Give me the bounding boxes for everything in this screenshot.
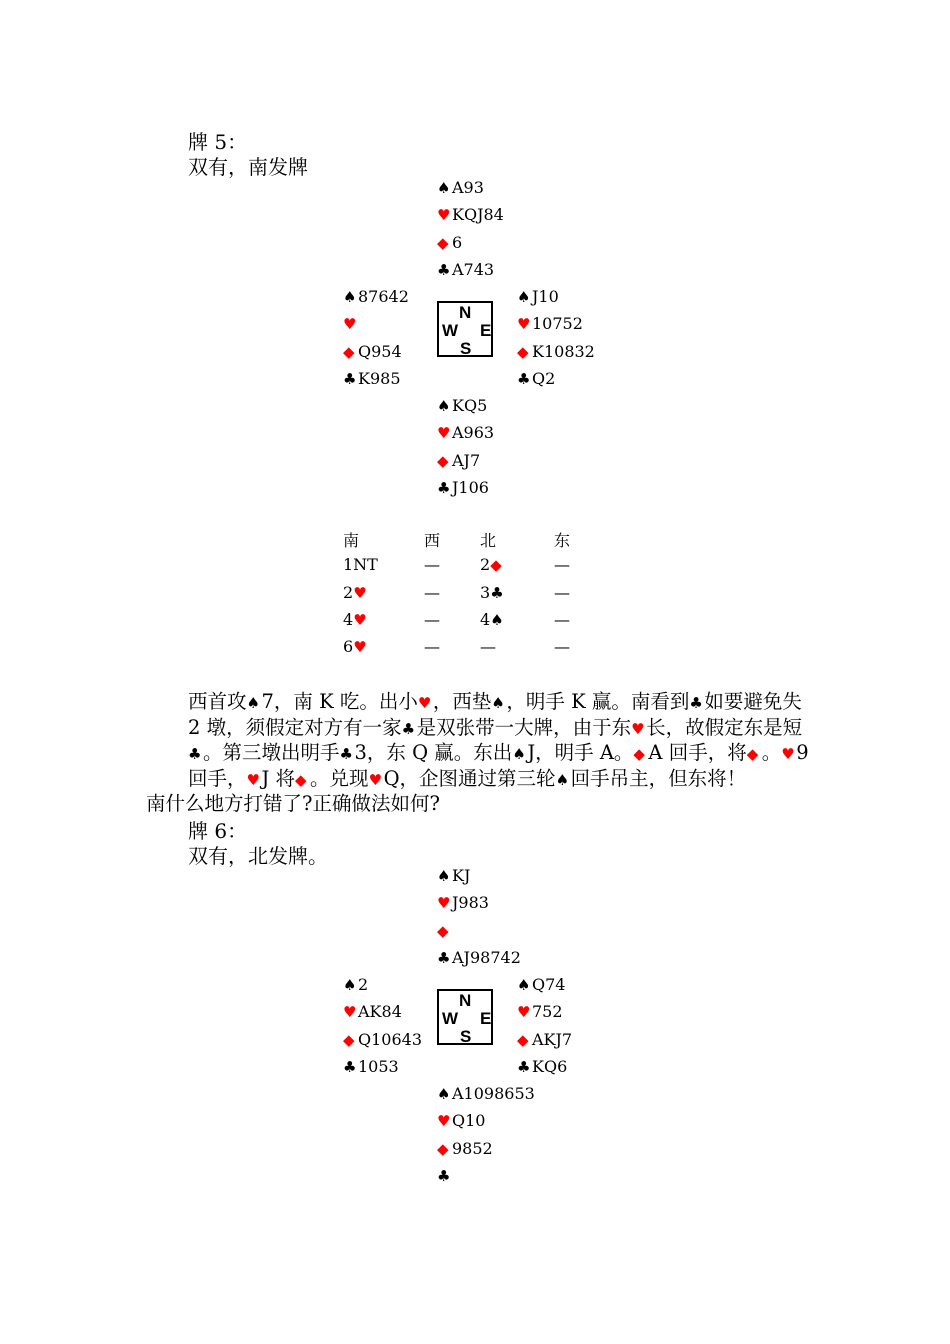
compass-north-label: N xyxy=(459,303,472,322)
board5-east-hand xyxy=(517,283,595,392)
bidding-header-north: 北 xyxy=(480,531,497,550)
board5-conditions: 双有，南发牌 xyxy=(188,155,308,179)
bidding-header-west: 西 xyxy=(424,531,441,550)
bid-text: 4 xyxy=(480,609,491,629)
club-holding xyxy=(437,1162,535,1189)
diamond-icon: ◆ xyxy=(517,1030,529,1049)
club-icon: ♣ xyxy=(343,369,357,388)
diamond-icon: ◆ xyxy=(490,556,502,575)
heart-icon: ♥ xyxy=(343,315,357,334)
compass-south-label: S xyxy=(460,1027,472,1046)
board6-west-hand xyxy=(343,971,422,1080)
bid-text: — xyxy=(424,582,440,602)
compass-west-label: W xyxy=(442,321,459,340)
heart-holding xyxy=(343,310,409,337)
spade-holding: ♠A1098653 xyxy=(437,1080,535,1107)
bid-south xyxy=(343,637,368,656)
spade-holding: ♠2 xyxy=(343,971,422,998)
heart-holding: ♥J983 xyxy=(437,889,521,916)
diamond-holding xyxy=(437,917,521,944)
board5-west-hand xyxy=(343,283,409,392)
board5-south-hand xyxy=(437,392,494,501)
bid-east xyxy=(554,610,570,629)
bid-text: — xyxy=(480,637,496,657)
heart-icon: ♥ xyxy=(353,610,367,629)
spade-icon: ♠ xyxy=(437,397,451,415)
board5-description: 西首攻♠7，南 K 吃。出小♥，西垫♠，明手 K 赢。南看到♣如要避免失 2 墩，须假定对方有一家♣是双张带一大牌，由于东♥长，故假定东是短♣。第三墩出明手♣3，东 Q 赢。东出♠J，明手 A。◆ A 回手，将◆ 。♥9 回手，♥J 将◆ 。兑现♥Q，企图通过第三轮♠回手吊主，但东将！ 南什么地方打错了?正确做法如何? xyxy=(146,690,809,815)
diamond-holding: ◆ Q954 xyxy=(343,338,409,365)
diamond-holding: ◆ 6 xyxy=(437,229,504,256)
bidding-header-east: 东 xyxy=(554,531,571,550)
bid-text: 2 xyxy=(343,582,354,602)
diamond-holding: ◆ 9852 xyxy=(437,1135,535,1162)
compass-east-label: E xyxy=(480,321,492,340)
heart-icon: ♥ xyxy=(343,1003,357,1022)
board5-title: 牌 5： xyxy=(188,130,248,154)
bid-south xyxy=(343,555,378,574)
club-icon: ♣ xyxy=(437,1166,451,1185)
bid-east xyxy=(554,555,570,574)
diamond-icon: ◆ xyxy=(343,1030,355,1049)
diamond-holding: ◆ AKJ7 xyxy=(517,1026,572,1053)
heart-icon: ♥ xyxy=(517,315,531,334)
diamond-icon: ◆ xyxy=(633,745,645,763)
spade-icon: ♠ xyxy=(555,770,570,789)
diamond-icon: ◆ xyxy=(295,770,307,789)
diamond-holding: ◆ K10832 xyxy=(517,338,595,365)
spade-icon: ♠ xyxy=(343,976,357,994)
compass-east-label: E xyxy=(480,1009,492,1028)
diamond-icon: ◆ xyxy=(437,451,449,470)
bid-text: — xyxy=(554,609,570,629)
spade-holding: ♠Q74 xyxy=(517,971,572,998)
board6-conditions: 双有，北发牌。 xyxy=(188,844,328,868)
club-icon: ♣ xyxy=(517,369,531,388)
heart-icon: ♥ xyxy=(631,719,645,738)
bid-text: — xyxy=(424,555,440,575)
heart-icon: ♥ xyxy=(437,1112,451,1131)
diamond-icon: ◆ xyxy=(437,1139,449,1158)
heart-holding: ♥A963 xyxy=(437,419,494,446)
heart-icon: ♥ xyxy=(417,694,432,712)
heart-holding: ♥Q10 xyxy=(437,1107,535,1134)
heart-icon: ♥ xyxy=(437,206,451,225)
club-holding: ♣A743 xyxy=(437,256,504,283)
heart-icon: ♥ xyxy=(368,770,383,789)
club-icon: ♣ xyxy=(490,583,504,602)
spade-icon: ♠ xyxy=(246,694,260,712)
spade-icon: ♠ xyxy=(437,1085,451,1103)
bid-south xyxy=(343,583,368,602)
club-icon: ♣ xyxy=(437,260,451,279)
bid-north xyxy=(480,610,505,629)
board6-north-hand xyxy=(437,862,521,971)
bid-north xyxy=(480,637,496,656)
bid-east xyxy=(554,583,570,602)
club-icon: ♣ xyxy=(689,694,703,712)
club-holding: ♣KQ6 xyxy=(517,1053,572,1080)
diamond-icon: ◆ xyxy=(746,745,759,763)
spade-holding: ♠87642 xyxy=(343,283,409,310)
heart-holding: ♥KQJ84 xyxy=(437,201,504,228)
spade-holding: ♠A93 xyxy=(437,174,504,201)
spade-icon: ♠ xyxy=(491,694,505,712)
heart-icon: ♥ xyxy=(517,1003,531,1022)
heart-icon: ♥ xyxy=(246,770,260,789)
bid-text: — xyxy=(554,637,570,657)
club-holding: ♣AJ98742 xyxy=(437,944,521,971)
bid-text: — xyxy=(424,637,440,657)
bid-text: 6 xyxy=(343,637,354,657)
club-holding: ♣K985 xyxy=(343,365,409,392)
bid-west xyxy=(424,583,440,602)
bid-text: — xyxy=(424,609,440,629)
heart-holding: ♥752 xyxy=(517,998,572,1025)
compass-diagram xyxy=(437,301,493,357)
compass-north-label: N xyxy=(459,991,472,1010)
compass-south-label: S xyxy=(460,339,472,358)
bid-text: — xyxy=(554,555,570,575)
diamond-icon: ◆ xyxy=(437,233,449,252)
diamond-holding: ◆ AJ7 xyxy=(437,447,494,474)
spade-icon: ♠ xyxy=(490,610,504,629)
spade-icon: ♠ xyxy=(437,179,451,197)
club-icon: ♣ xyxy=(343,1057,357,1076)
board5-north-hand xyxy=(437,174,504,283)
heart-icon: ♥ xyxy=(353,638,367,657)
compass-west-label: W xyxy=(442,1009,459,1028)
spade-icon: ♠ xyxy=(512,745,526,763)
heart-icon: ♥ xyxy=(437,894,451,913)
bidding-header-south: 南 xyxy=(343,531,360,550)
spade-holding: ♠KQ5 xyxy=(437,392,494,419)
compass-diagram xyxy=(437,989,493,1045)
bid-west xyxy=(424,555,440,574)
board6-south-hand xyxy=(437,1080,535,1189)
board6-title: 牌 6： xyxy=(188,819,248,843)
diamond-icon: ◆ xyxy=(437,921,449,940)
bid-text: 2 xyxy=(480,555,491,575)
heart-holding: ♥AK84 xyxy=(343,998,422,1025)
diamond-icon: ◆ xyxy=(343,342,355,361)
bid-west xyxy=(424,637,440,656)
club-icon: ♣ xyxy=(437,478,451,497)
spade-icon: ♠ xyxy=(517,976,531,994)
spade-holding: ♠J10 xyxy=(517,283,595,310)
club-holding: ♣Q2 xyxy=(517,365,595,392)
club-holding: ♣J106 xyxy=(437,474,494,501)
heart-icon: ♥ xyxy=(353,583,367,602)
spade-icon: ♠ xyxy=(517,288,531,306)
club-icon: ♣ xyxy=(339,745,353,763)
bid-south xyxy=(343,610,368,629)
spade-holding: ♠KJ xyxy=(437,862,521,889)
bid-text: 3 xyxy=(480,582,491,602)
heart-holding: ♥10752 xyxy=(517,310,595,337)
bid-text: 4 xyxy=(343,609,354,629)
bid-north xyxy=(480,583,505,602)
club-icon: ♣ xyxy=(517,1057,531,1076)
bid-north xyxy=(480,555,505,574)
board6-east-hand xyxy=(517,971,572,1080)
bid-east xyxy=(554,637,570,656)
spade-icon: ♠ xyxy=(437,867,451,885)
bid-text: — xyxy=(554,582,570,602)
club-icon: ♣ xyxy=(188,745,202,763)
spade-icon: ♠ xyxy=(343,288,357,306)
diamond-icon: ◆ xyxy=(517,342,529,361)
club-icon: ♣ xyxy=(401,719,416,738)
heart-icon: ♥ xyxy=(437,424,451,443)
bid-west xyxy=(424,610,440,629)
diamond-holding: ◆ Q10643 xyxy=(343,1026,422,1053)
heart-icon: ♥ xyxy=(781,745,795,763)
club-icon: ♣ xyxy=(437,948,451,967)
club-holding: ♣1053 xyxy=(343,1053,422,1080)
bid-text: 1NT xyxy=(343,555,378,575)
